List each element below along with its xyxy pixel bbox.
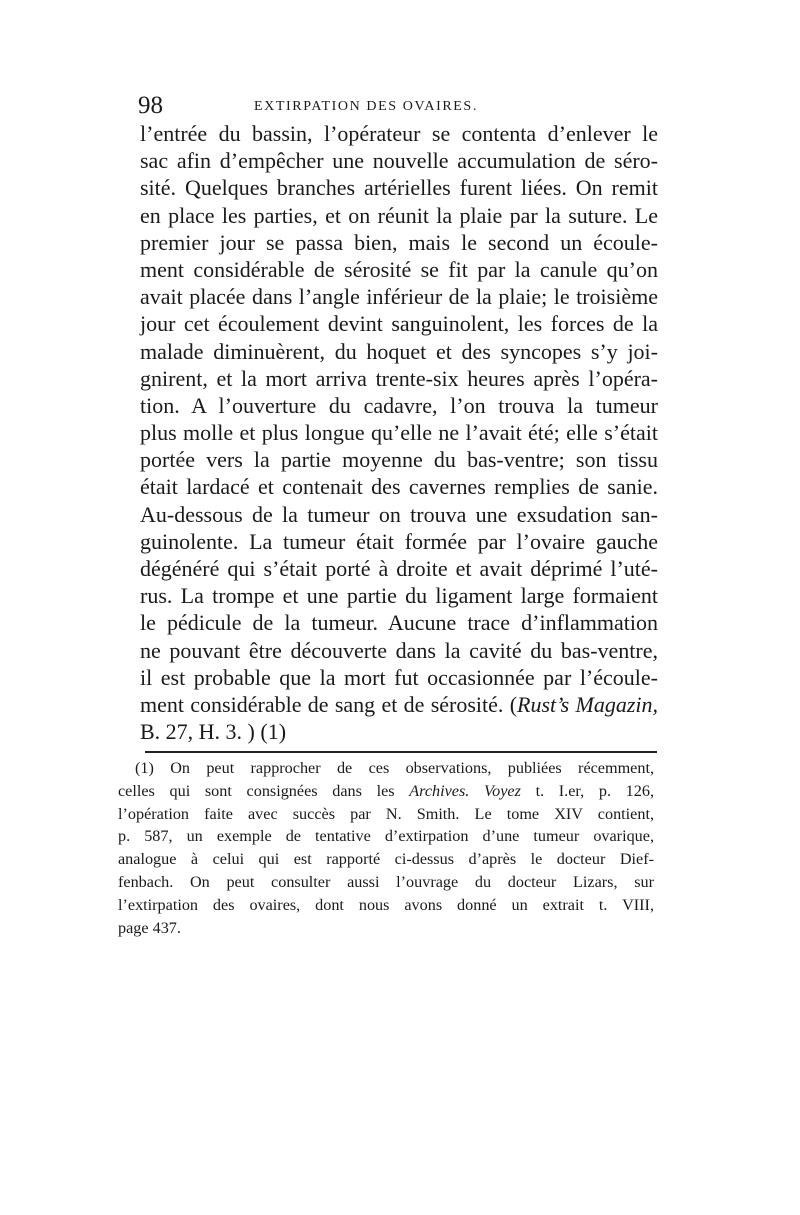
text-line: avait placée dans l’angle inférieur de la plaie; le troisième [140, 284, 658, 310]
text-line: Au-dessous de la tumeur on trouva une exsudation san- [140, 501, 658, 527]
text-line: ne pouvant être découverte dans la cavité du bas-ventre, [140, 637, 658, 663]
running-title: EXTIRPATION DES OVAIRES. [254, 99, 478, 114]
text-line: gnirent, et la mort arriva trente-six heures après l’opéra- [140, 365, 658, 391]
footnote-line: analogue à celui qui est rapporté ci-dessus d’après le docteur Dief- [118, 850, 654, 869]
footnote-italic: Voyez [484, 781, 521, 800]
footnote-line: l’opération faite avec succès par N. Smith. Le tome XIV contient, [118, 804, 654, 823]
footnote-italic: Archives. [409, 781, 470, 800]
footnote-line: fenbach. On peut consulter aussi l’ouvrage du docteur Lizars, sur [118, 872, 654, 891]
text-line: dégénéré qui s’était porté à droite et avait déprimé l’uté- [140, 556, 658, 581]
text-line-last: B. 27, H. 3. ) (1) [140, 719, 287, 745]
text-line: en place les parties, et on réunit la plaie par la suture. Le [140, 202, 658, 228]
text-line: était lardacé et contenait des cavernes remplies de sanie. [140, 474, 658, 500]
text-line: le pédicule de la tumeur. Aucune trace d’inflammation [140, 610, 658, 636]
text-line: premier jour se passa bien, mais le second un écoule- [140, 229, 658, 255]
footnote-segment [469, 782, 484, 800]
text-line: sité. Quelques branches artérielles furent liées. On remit [140, 175, 658, 201]
text-line-citation [140, 691, 658, 718]
footnote-line: (1) On peut rapprocher de ces observations, publiées récemment, [135, 759, 654, 777]
footnote-rule [145, 751, 657, 753]
footnote-line [118, 780, 654, 803]
body-text [140, 120, 658, 745]
text-line: plus molle et plus longue qu’elle ne l’avait été; elle s’était [140, 420, 658, 446]
footnote-line-last: page 437. [118, 918, 181, 937]
text-line: portée vers la partie moyenne du bas-ventre; son tissu [140, 447, 658, 473]
text-line: sac afin d’empêcher une nouvelle accumulation de séro- [140, 148, 658, 174]
page-number: 98 [138, 92, 163, 119]
text-line: tion. A l’ouverture du cadavre, l’on trouva la tumeur [140, 392, 658, 418]
text-line: rus. La trompe et une partie du ligament large formaient [140, 583, 658, 609]
footnote [118, 757, 654, 939]
footnote-segment: celles qui sont consignées dans les [118, 781, 410, 800]
footnote-line: l’extirpation des ovaires, dont nous avons donné un extrait t. VIII, [118, 895, 654, 914]
citation-title: Rust’s Magazin, [517, 691, 658, 717]
text-line: jour cet écoulement devint sanguinolent, les forces de la [140, 311, 658, 337]
text-line: ment considérable de sérosité se fit par la canule qu’on [140, 256, 658, 282]
text-line: guinolente. La tumeur était formée par l’ovaire gauche [140, 528, 658, 554]
text-line: malade diminuèrent, du hoquet et des syncopes s’y joi- [140, 338, 658, 364]
text-line: l’entrée du bassin, l’opérateur se contenta d’enlever le [140, 121, 658, 146]
running-head [138, 92, 660, 120]
footnote-line: p. 587, un exemple de tentative d’extirpation d’une tumeur ovarique, [118, 827, 654, 846]
footnote-segment: t. I.er, p. 126, [520, 781, 655, 800]
text-segment: ment considérable de sang et de sérosité. ( [140, 691, 518, 717]
text-line: il est probable que la mort fut occasionnée par l’écoule- [140, 664, 658, 690]
